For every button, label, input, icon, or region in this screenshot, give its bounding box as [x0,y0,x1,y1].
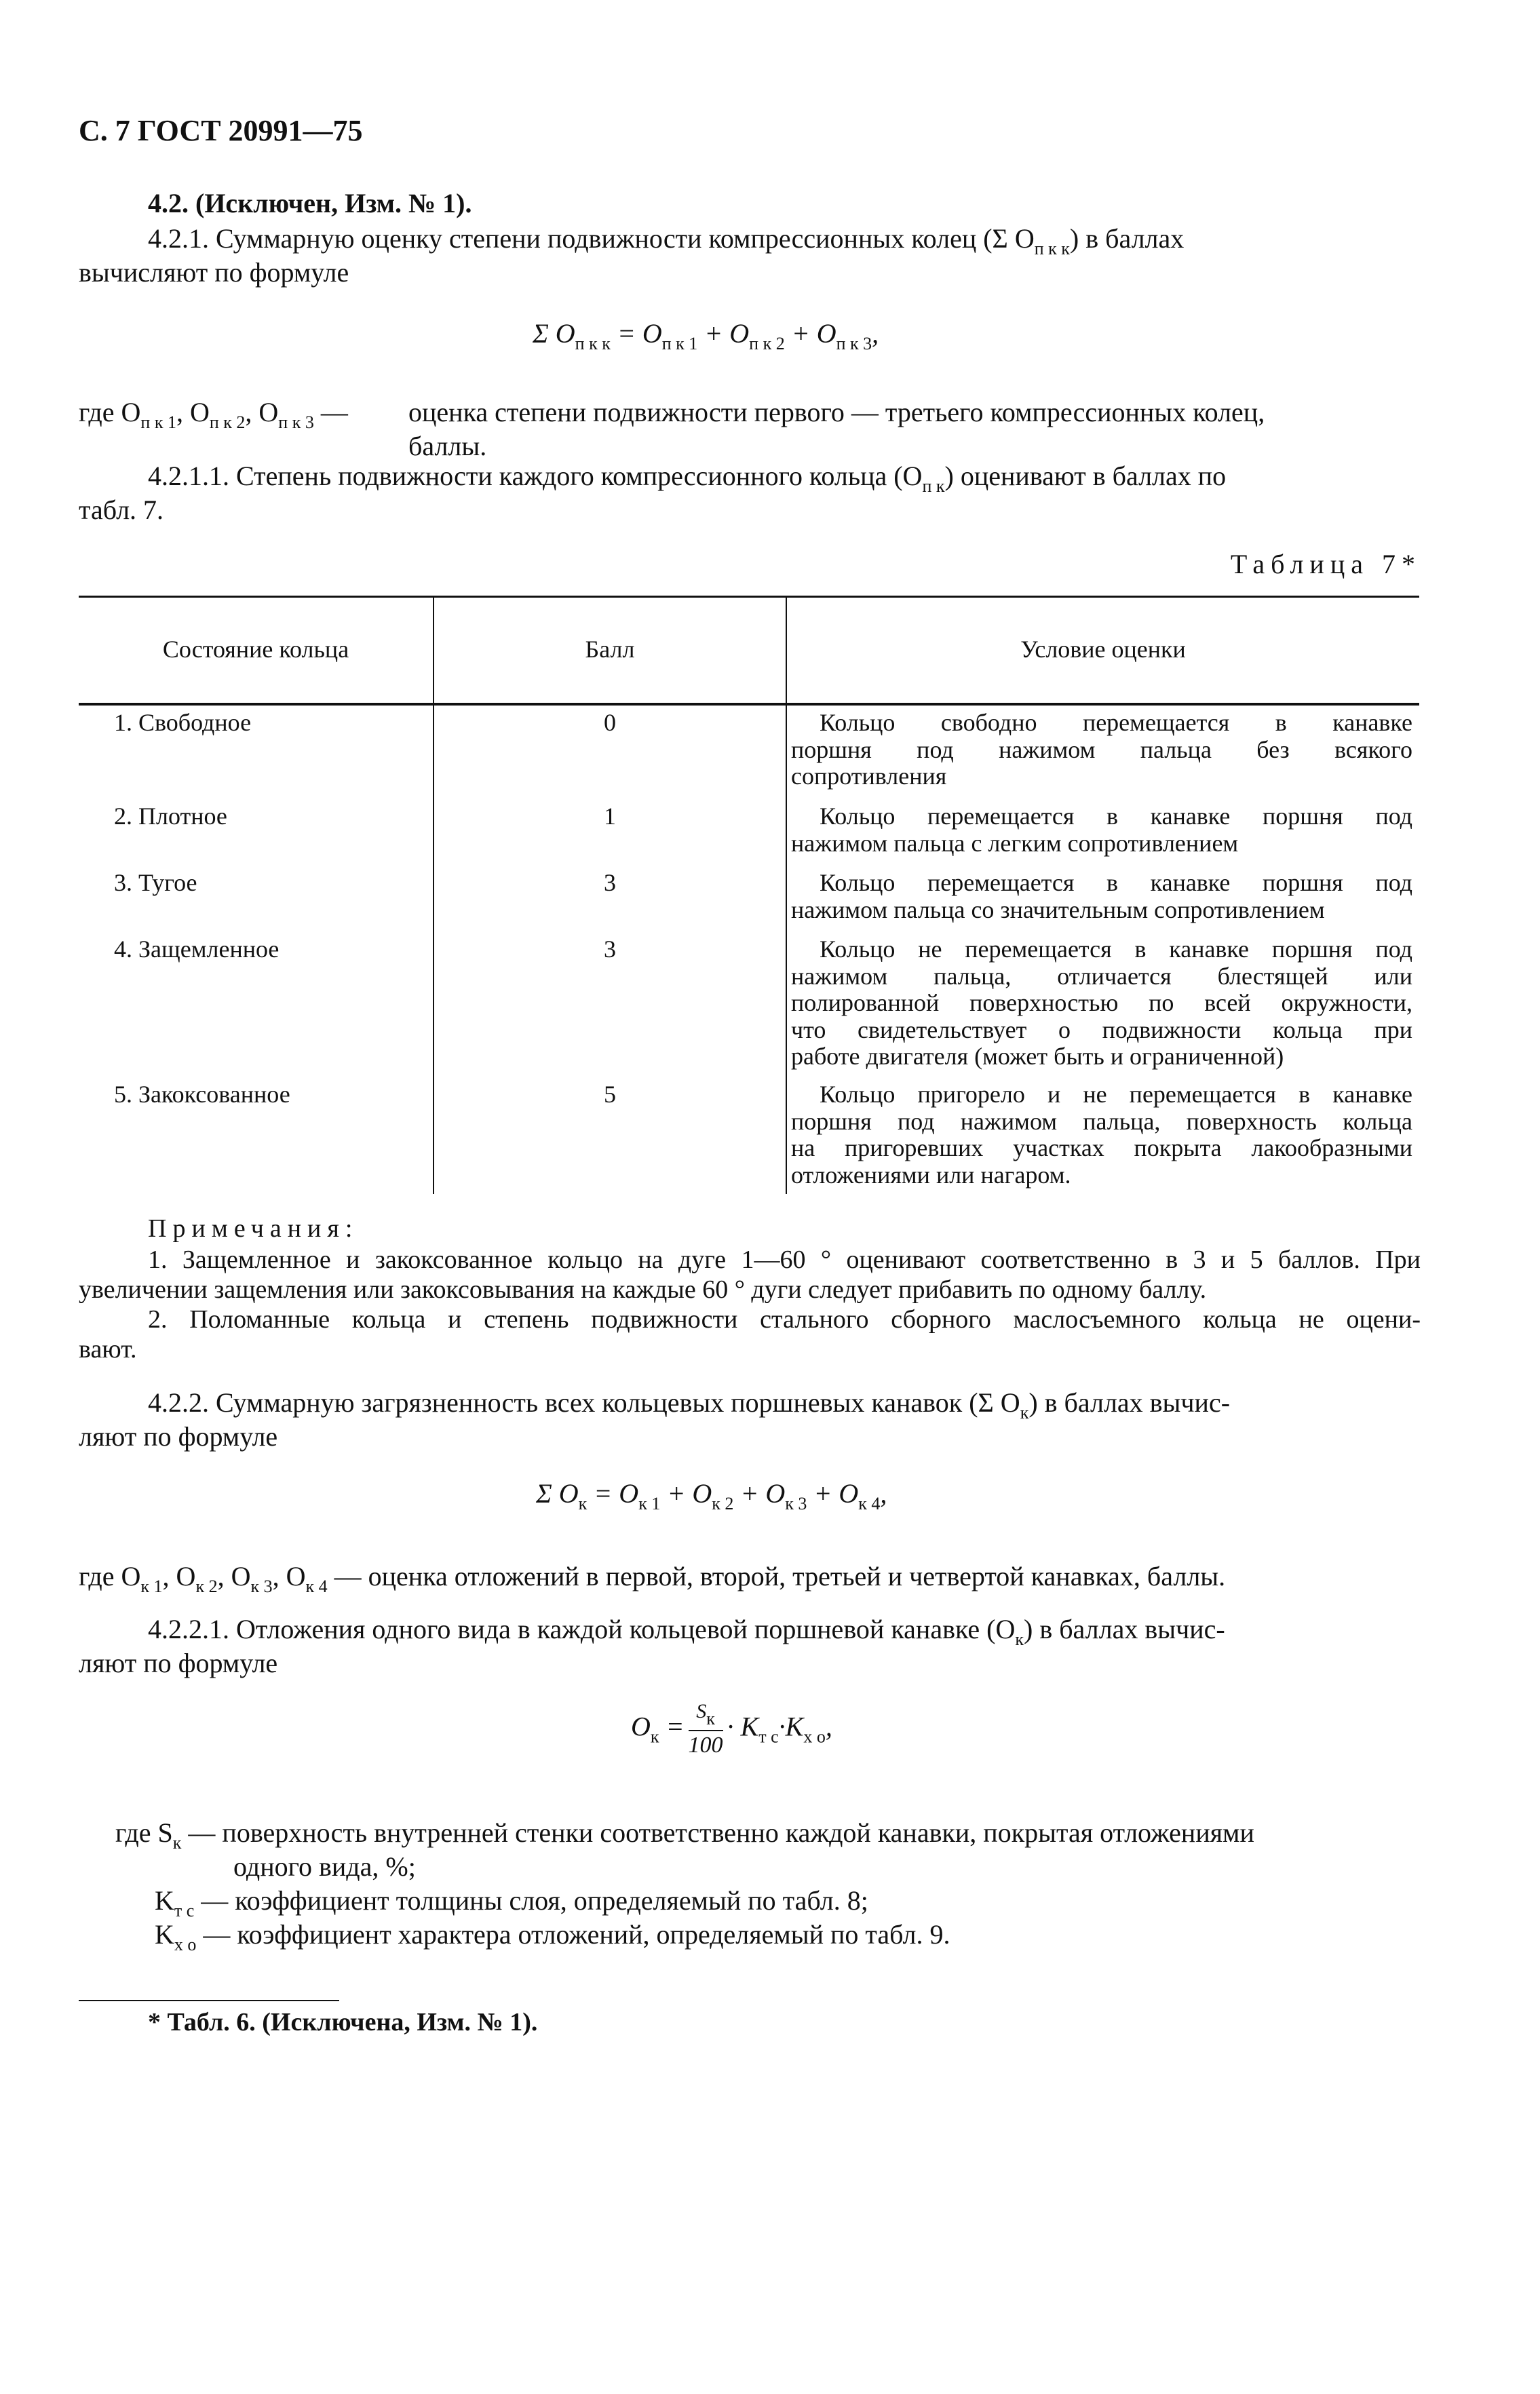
numerator-var: S [696,1700,707,1722]
text: ) оценивают в баллах по [944,461,1227,491]
condition-line: Кольцо перемещается в канавке поршня под [820,803,1412,830]
where-mobility-desc2: баллы. [408,431,487,461]
formula-term: · K [727,1711,759,1742]
text: ) в баллах вычис- [1024,1614,1225,1644]
condition-line: Кольцо не перемещается в канавке поршня под [820,935,1412,963]
text: где О [79,397,141,427]
formula-term: ·K [778,1711,804,1742]
formula-sub: п к 3 [836,334,872,353]
formula-term: Σ О [536,1478,579,1509]
condition-line: отложениями или нагаром. [791,1161,1071,1189]
table-col-divider-2 [786,596,787,1194]
subscript: т с [174,1901,195,1920]
section-4-2: 4.2. (Исключен, Изм. № 1). [148,188,472,218]
formula-term: Σ О [533,318,575,349]
formula-term: , [880,1478,887,1509]
condition-line: нажимом пальца, отличается блестящей или [791,962,1412,990]
table-row-5-state: 5. Закоксованное [114,1081,290,1108]
text: K [155,1885,174,1916]
text: где S [115,1817,173,1848]
table-row-3-state: 3. Тугое [114,869,197,896]
subscript: к [172,1833,182,1853]
table-row-3-condition [791,870,1412,923]
table-row-5-condition [791,1081,1412,1189]
subscript: к [1020,1403,1029,1423]
text: , О [176,397,210,427]
condition-line: на пригоревших участках покрыта лакообразными [791,1134,1412,1162]
condition-line: сопротивления [791,762,947,790]
text: — коэффициент характера отложений, определяемый по табл. 9. [196,1919,950,1950]
where-mobility-desc1: оценка степени подвижности первого — третьего компрессионных колец, [408,397,1265,427]
where-kts [155,1886,868,1920]
paragraph-4-2-2-line1 [148,1388,1230,1423]
formula-term: + О [784,318,836,349]
subscript: п к [922,476,945,496]
formula-sub: к [650,1726,659,1747]
table-row-5-score: 5 [604,1081,616,1108]
text: — оценка отложений в первой, второй, третьей и четвертой канавках, баллы. [327,1561,1226,1591]
table-row-1-score: 0 [604,709,616,736]
formula-sub: к [578,1494,588,1513]
text: , О [245,397,279,427]
numerator-sub: к [706,1709,715,1729]
subscript: п к 3 [278,412,314,432]
formula-sub: п к 1 [661,334,698,353]
table-row-1-state: 1. Свободное [114,709,252,736]
note-2-line1: 2. Поломанные кольца и степень подвижности стального сборного маслосъемного кольца не оцени- [148,1305,1421,1334]
condition-line: работе двигателя (может быть и ограниченной) [791,1043,1284,1070]
subscript: к 2 [195,1577,218,1596]
text: 4.2.2. Суммарную загрязненность всех кольцевых поршневых канавок (Σ О [148,1387,1020,1418]
formula-term: = [659,1711,685,1742]
condition-line: полированной поверхностью по всей окружности, [791,989,1412,1017]
text: 4.2.2.1. Отложения одного вида в каждой кольцевой поршневой канавке (О [148,1614,1016,1644]
condition-line: поршня под нажимом пальца, поверхность кольца [791,1107,1412,1135]
table-row-3-score: 3 [604,869,616,896]
formula-sub: к 3 [785,1494,807,1513]
table-row-4-condition [791,936,1412,1070]
subscript: п к 2 [209,412,246,432]
paragraph-4-2-1-line1 [148,224,1421,258]
text: K [155,1919,174,1950]
where-s-line2: одного вида, %; [233,1851,416,1882]
formula-sub: п к к [575,334,611,353]
condition-line: нажимом пальца с легким сопротивлением [791,829,1239,857]
note-1-line2: увеличении защемления или закоксовывания на каждые 60 ° дуги следует прибавить по одному баллу. [79,1275,1207,1304]
formula-term: + О [733,1478,786,1509]
table-row-4-score: 3 [604,935,616,963]
subscript: к 4 [305,1577,328,1596]
formula-term: , [825,1711,832,1742]
where-deposits [79,1562,1225,1596]
text: ) в баллах вычис- [1028,1387,1231,1418]
paragraph-4-2-1-1-line1 [148,461,1226,496]
formula-sub: х о [803,1726,826,1747]
paragraph-4-2-2-1-line1 [148,1615,1225,1649]
formula-term: + О [697,318,750,349]
note-2-line2: вают. [79,1335,137,1364]
paragraph-4-2-1-1-line2: табл. 7. [79,495,164,525]
text: , О [272,1561,306,1591]
formula-term: + О [660,1478,712,1509]
condition-line: поршня под нажимом пальца без всякого [791,735,1412,763]
note-1-line1: 1. Защемленное и закоксованное кольцо на дуге 1—60 ° оценивают соответственно в 3 и 5 баллов. При [148,1246,1421,1274]
formula-sub: п к 2 [749,334,785,353]
paragraph-4-2-2-line2: ляют по формуле [79,1421,278,1452]
where-mobility-label [79,398,348,432]
formula-sub: т с [758,1726,779,1747]
table-header-score: Балл [585,636,635,663]
text: — поверхность внутренней стенки соответственно каждой канавки, покрытая отложениями [181,1817,1254,1848]
text: 4.2.1.1. Степень подвижности каждого компрессионного кольца (О [148,461,923,491]
page-title: С. 7 ГОСТ 20991—75 [79,114,363,147]
formula-term: , [872,318,879,349]
table-caption: Таблица 7* [1230,549,1421,579]
table-row-2-score: 1 [604,803,616,830]
subscript: п к 1 [140,412,176,432]
condition-line: Кольцо пригорело и не перемещается в канавке [820,1081,1412,1108]
table-row-2-condition [791,803,1412,857]
fraction-numerator [689,1700,723,1731]
footnote: * Табл. 6. (Исключена, Изм. № 1). [148,2008,538,2036]
text: где О [79,1561,141,1591]
table-header-condition: Условие оценки [1020,636,1186,663]
formula-sub: к 2 [712,1494,734,1513]
subscript: х о [174,1935,197,1954]
subscript: к 3 [250,1577,273,1596]
formula-term: = О [610,318,662,349]
formula-deposit-score [631,1700,832,1758]
text: 4.2.1. Суммарную оценку степени подвижности компрессионных колец (Σ О [148,223,1035,254]
formula-term: = О [587,1478,639,1509]
text: , О [162,1561,196,1591]
table-row-1-condition [791,710,1412,790]
subscript: к 1 [140,1577,163,1596]
table-header-state: Состояние кольца [162,636,349,663]
table-top-rule [79,596,1419,598]
condition-line: Кольцо свободно перемещается в канавке [820,709,1412,736]
fraction-denominator: 100 [688,1733,723,1758]
table-header-rule [79,703,1419,706]
where-s-line1 [115,1818,1254,1853]
text: ) в баллах [1069,223,1185,254]
formula-sub: к 4 [858,1494,881,1513]
subscript: к [1015,1629,1024,1649]
formula-sum-deposits [536,1479,887,1513]
paragraph-4-2-1-line2: вычисляют по формуле [79,257,349,288]
condition-line: Кольцо перемещается в канавке поршня под [820,869,1412,896]
formula-term: О [631,1711,651,1742]
formula-sub: к 1 [638,1494,661,1513]
notes-title: Примечания: [148,1214,359,1243]
formula-term: + О [807,1478,859,1509]
subscript: п к к [1034,239,1070,258]
fraction [689,1700,723,1758]
text: — коэффициент толщины слоя, определяемый по табл. 8; [194,1885,868,1916]
where-kho [155,1920,950,1954]
paragraph-4-2-2-1-line2: ляют по формуле [79,1648,278,1678]
condition-line: нажимом пальца со значительным сопротивлением [791,895,1325,923]
text: — [313,397,348,427]
table-row-4-state: 4. Защемленное [114,935,280,963]
table-row-2-state: 2. Плотное [114,803,227,830]
formula-sum-mobility [533,319,879,353]
text: , О [217,1561,251,1591]
condition-line: что свидетельствует о подвижности кольца при [791,1016,1412,1043]
footnote-rule [79,2000,339,2001]
